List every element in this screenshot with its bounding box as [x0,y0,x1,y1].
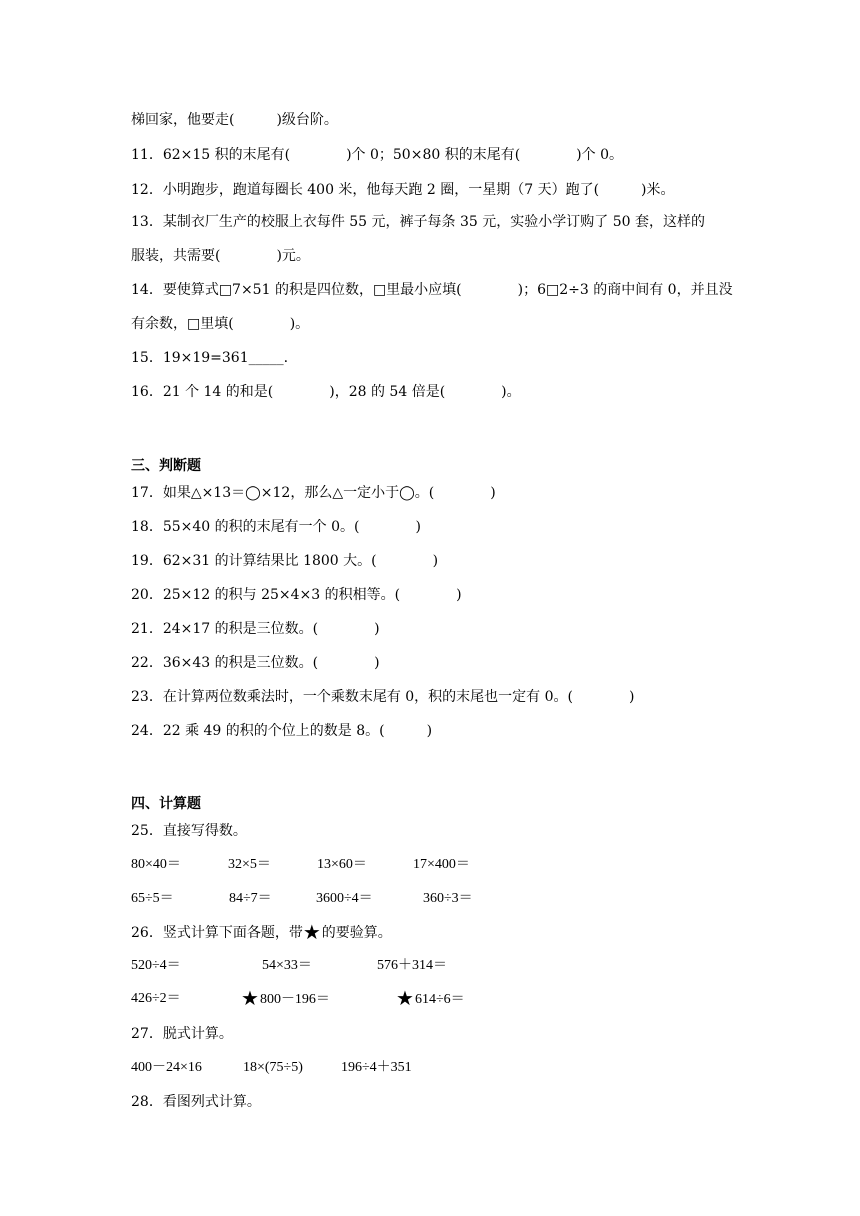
question-14-line1: 14．要使算式□7×51 的积是四位数，□里最小应填( )；6□2÷3 的商中间有 0，并且没 [131,282,733,298]
question-16: 16．21 个 14 的和是( )，28 的 54 倍是( )。 [131,384,521,400]
q25-item: 17×400＝ [413,857,470,872]
question-18: 18．55×40 的积的末尾有一个 0。( ) [131,519,421,535]
q26-item-text: 800－196＝ [259,992,330,1007]
q25-item: 65÷5＝ [131,891,174,906]
question-23: 23．在计算两位数乘法时，一个乘数末尾有 0，积的末尾也一定有 0。( ) [131,689,635,705]
q27-item: 400－24×16 [131,1060,202,1075]
question-20: 20．25×12 的积与 25×4×3 的积相等。( ) [131,587,462,603]
q26-item-text: 614÷6＝ [414,992,465,1007]
q25-item: 3600÷4＝ [316,891,373,906]
q27-item: 18×(75÷5) [243,1060,303,1075]
q26-item-starred [396,989,465,1010]
section-heading-calc: 四、计算题 [131,796,201,812]
star-icon: ★ [241,988,259,1010]
question-26 [131,922,392,943]
q26-item-starred [241,989,330,1010]
q27-item: 196÷4＋351 [341,1060,412,1075]
question-11: 11．62×15 积的末尾有( )个 0；50×80 积的末尾有( )个 0。 [131,147,623,163]
question-21: 21．24×17 的积是三位数。( ) [131,621,380,637]
question-12: 12．小明跑步，跑道每圈长 400 米，他每天跑 2 圈，一星期（7 天）跑了( )米。 [131,182,675,198]
star-icon: ★ [396,988,414,1010]
q26-item: 520÷4＝ [131,958,181,973]
question-28: 28．看图列式计算。 [131,1094,261,1110]
question-13-line1: 13．某制衣厂生产的校服上衣每件 55 元，裤子每条 35 元，实验小学订购了 50 套，这样的 [131,214,705,230]
star-icon: ★ [302,920,321,944]
question-17: 17．如果△×13＝◯×12，那么△一定小于◯。( ) [131,485,496,501]
q25-item: 13×60＝ [317,857,367,872]
q26-item: 54×33＝ [262,958,312,973]
q26-item: 426÷2＝ [131,991,181,1006]
question-15: 15．19×19=361_____. [131,350,289,366]
question-13-line2: 服装，共需要( )元。 [131,248,310,264]
q25-item: 80×40＝ [131,857,181,872]
q25-item: 84÷7＝ [229,891,272,906]
q25-item: 360÷3＝ [423,891,473,906]
q26-text-pre: 26．竖式计算下面各题，带 [131,925,303,941]
q25-item: 32×5＝ [228,857,271,872]
q26-text-post: 的要验算。 [321,925,392,941]
question-19: 19．62×31 的计算结果比 1800 大。( ) [131,553,439,569]
question-22: 22．36×43 的积是三位数。( ) [131,655,380,671]
q26-item: 576＋314＝ [377,958,447,973]
question-25: 25．直接写得数。 [131,823,247,839]
question-24: 24．22 乘 49 的积的个位上的数是 8。( ) [131,723,433,739]
question-14-line2: 有余数，□里填( )。 [131,316,310,332]
q10-continuation: 梯回家，他要走( )级台阶。 [131,112,338,128]
section-heading-judge: 三、判断题 [131,458,201,474]
question-27: 27．脱式计算。 [131,1026,233,1042]
